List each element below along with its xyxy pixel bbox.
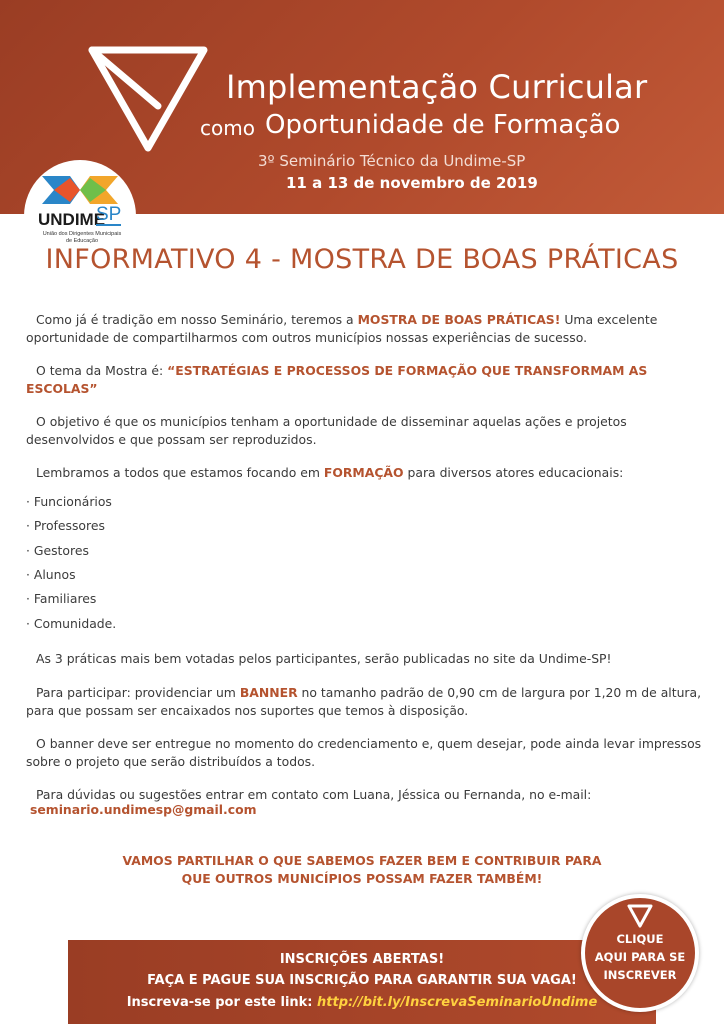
paragraph-5 (26, 650, 704, 668)
footer-callout: FAÇA E PAGUE SUA INSCRIÇÃO PARA GARANTIR SUA VAGA! (147, 973, 577, 988)
logo-name: UNDIME (38, 210, 106, 229)
list-item: · Professores (26, 518, 105, 533)
paragraph-7 (26, 735, 704, 771)
event-subtitle: 3º Seminário Técnico da Undime-SP (258, 152, 526, 170)
paper-plane-icon (86, 44, 210, 156)
event-title-line2: Oportunidade de Formação (265, 110, 621, 140)
paragraph-6 (26, 684, 704, 720)
event-dates: 11 a 13 de novembro de 2019 (286, 174, 538, 192)
paragraph-4 (26, 464, 704, 482)
closing-message: VAMOS PARTILHAR O QUE SABEMOS FAZER BEM E CONTRIBUIR PARA QUE OUTROS MUNICÍPIOS POSSAM FAZER TAMBÉM! (122, 853, 602, 886)
list-item: · Funcionários (26, 494, 112, 509)
arrow-down-icon (627, 904, 653, 928)
cta-line2: AQUI PARA SE (594, 950, 686, 964)
logo-region: SP (96, 204, 122, 225)
logo-org: União dos Dirigentes Municipais de Educação (42, 231, 122, 244)
cta-line3: INSCREVER (603, 968, 677, 982)
cta-line1: CLIQUE (616, 932, 664, 946)
p4-text-end: para diversos atores educacionais: (403, 465, 624, 480)
p6-text-end: no tamanho padrão de 0,90 cm de largura por 1,20 m de altura, para que possam ser encaixados nos suportes que temos à disposição. (26, 685, 702, 718)
paragraph-2 (26, 362, 704, 398)
footer-banner (68, 940, 656, 1024)
p2-text: O tema da Mostra é: (36, 363, 168, 378)
list-item: · Gestores (26, 543, 89, 558)
paragraph-1 (26, 311, 704, 347)
p2-highlight: “ESTRATÉGIAS E PROCESSOS DE FORMAÇÃO QUE TRANSFORMAM AS ESCOLAS” (26, 363, 648, 396)
p4-text: Lembramos a todos que estamos focando em (36, 465, 324, 480)
undime-logo-mark-icon (40, 174, 120, 206)
p1-text: Como já é tradição em nosso Seminário, teremos a (36, 312, 358, 327)
p7-text: O banner deve ser entregue no momento do credenciamento e, quem desejar, pode ainda levar impressos sobre o projeto que serão distribuídos a todos. (26, 736, 702, 769)
footer-headline: INSCRIÇÕES ABERTAS! (279, 952, 445, 967)
p3-text: O objetivo é que os municípios tenham a oportunidade de disseminar aquelas ações e projetos desenvolvidos e que possam ser reproduzidos. (26, 414, 627, 447)
registration-link[interactable]: http://bit.ly/InscrevaSeminarioUndime (317, 995, 598, 1010)
p1-text-end: Uma excelente oportunidade de compartilharmos com outros municípios nossas experiências de sucesso. (26, 312, 658, 345)
footer-link-line (68, 995, 656, 1010)
p6-text: Para participar: providenciar um (36, 685, 240, 700)
page-title: INFORMATIVO 4 - MOSTRA DE BOAS PRÁTICAS (45, 244, 679, 275)
register-button[interactable] (581, 894, 699, 1012)
p5-text: As 3 práticas mais bem votadas pelos participantes, serão publicadas no site da Undime-SP! (36, 651, 612, 666)
footer-link-label: Inscreva-se por este link: (126, 995, 318, 1010)
list-item: · Alunos (26, 567, 76, 582)
event-title-como: como (200, 116, 255, 140)
p4-highlight: FORMAÇÃO (323, 465, 404, 480)
register-button-label (585, 930, 695, 984)
list-item: · Comunidade. (26, 616, 117, 631)
list-item: · Familiares (26, 591, 97, 606)
p8-text: Para dúvidas ou sugestões entrar em contato com Luana, Jéssica ou Fernanda, no e-mail: (36, 787, 592, 802)
p1-highlight: MOSTRA DE BOAS PRÁTICAS! (357, 312, 561, 327)
contact-email-link[interactable]: seminario.undimesp@gmail.com (30, 802, 257, 817)
paragraph-3 (26, 413, 704, 449)
event-title-line1: Implementação Curricular (226, 68, 648, 106)
p6-highlight: BANNER (239, 685, 298, 700)
